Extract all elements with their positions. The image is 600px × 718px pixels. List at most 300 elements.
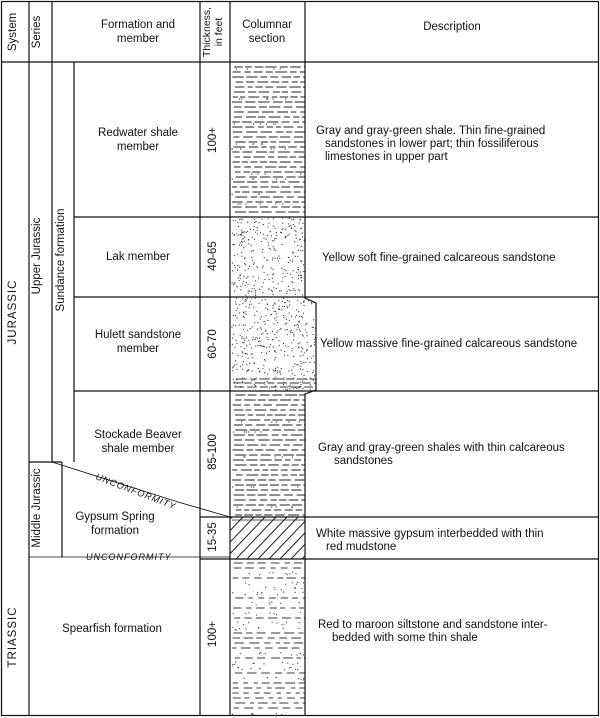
sand-dot-lak bbox=[298, 275, 299, 276]
sand-dot-lak bbox=[274, 258, 275, 259]
sand-dot-hulett bbox=[298, 322, 299, 323]
sand-dot-lak bbox=[239, 244, 240, 245]
sand-dot-lak bbox=[233, 282, 234, 283]
sand-dot-lak bbox=[292, 277, 293, 278]
unconformity-upper-label: UNCONFORMITY bbox=[94, 471, 178, 512]
sand-dot-lak bbox=[300, 275, 301, 276]
silt-dot bbox=[316, 588, 317, 589]
sand-dot-hulett bbox=[265, 308, 266, 309]
shale-dot-stockade bbox=[314, 421, 315, 422]
sand-dot-lak bbox=[315, 266, 316, 267]
sand-dot-hulett bbox=[245, 314, 246, 315]
sand-dot-hulett bbox=[305, 324, 306, 325]
sand-dot-hulett bbox=[283, 298, 284, 299]
sand-dot-lak bbox=[301, 261, 302, 262]
shale-dot-redwater bbox=[245, 203, 246, 204]
sand-dot-lak bbox=[289, 226, 290, 227]
sand-dot-hulett bbox=[236, 340, 237, 341]
sand-dot-lak bbox=[307, 265, 308, 266]
sand-dot-lak bbox=[251, 245, 252, 246]
silt-dot bbox=[315, 588, 316, 589]
sand-dot-lak bbox=[272, 240, 273, 241]
sand-dot-lak bbox=[315, 294, 316, 295]
silt-dot bbox=[295, 573, 296, 574]
sand-dot-lak bbox=[298, 289, 299, 290]
sand-dot-lak bbox=[301, 246, 302, 247]
sand-dot-lak bbox=[300, 239, 301, 240]
thickness-hulett: 60-70 bbox=[207, 329, 219, 359]
sand-dot-lak bbox=[244, 263, 245, 264]
sand-dot-hulett bbox=[310, 389, 311, 390]
shale-dot-stockade bbox=[276, 421, 277, 422]
sand-dot-hulett bbox=[293, 335, 294, 336]
sand-dot-hulett bbox=[301, 316, 302, 317]
silt-dot bbox=[256, 604, 257, 605]
sand-dot-lak bbox=[255, 292, 256, 293]
sand-dot-lak bbox=[239, 219, 240, 220]
sand-dot-hulett bbox=[272, 339, 273, 340]
sand-dot-lak bbox=[293, 288, 294, 289]
sand-dot-lak bbox=[271, 235, 272, 236]
sand-dot-hulett bbox=[277, 322, 278, 323]
sand-dot-hulett bbox=[297, 364, 298, 365]
sand-dot-hulett bbox=[265, 299, 266, 300]
silt-dot bbox=[287, 574, 288, 575]
silt-dot bbox=[303, 679, 304, 680]
shale-dot-stockade bbox=[254, 431, 255, 432]
sand-dot-lak bbox=[232, 270, 233, 271]
sand-dot-lak bbox=[244, 258, 245, 259]
sand-dot-lak bbox=[244, 231, 245, 232]
silt-dot bbox=[269, 602, 270, 603]
silt-dot bbox=[314, 589, 315, 590]
shale-dot-redwater bbox=[265, 173, 266, 174]
sand-dot-lak bbox=[253, 276, 254, 277]
sand-dot-lak bbox=[289, 218, 290, 219]
sand-dot-hulett bbox=[249, 344, 250, 345]
sand-dot-hulett bbox=[235, 315, 236, 316]
silt-dot bbox=[308, 603, 309, 604]
sand-dot-lak bbox=[315, 230, 316, 231]
sand-dot-lak bbox=[288, 286, 289, 287]
silt-dot bbox=[240, 653, 241, 654]
sand-dot-hulett bbox=[264, 321, 265, 322]
system-label-jurassic: JURASSIC bbox=[7, 279, 19, 345]
silt-dot bbox=[292, 664, 293, 665]
sand-dot-lak bbox=[252, 237, 253, 238]
sand-dot-hulett bbox=[259, 341, 260, 342]
header-columnar-line1: Columnar bbox=[242, 19, 292, 31]
sand-dot-lak bbox=[298, 250, 299, 251]
silt-dot bbox=[275, 589, 276, 590]
sand-dot-hulett bbox=[231, 326, 232, 327]
sand-dot-lak bbox=[257, 230, 258, 231]
sand-dot-lak bbox=[267, 274, 268, 275]
sand-dot-hulett bbox=[300, 331, 301, 332]
sand-dot-hulett bbox=[246, 345, 247, 346]
sand-dot-hulett bbox=[234, 347, 235, 348]
silt-dot bbox=[259, 574, 260, 575]
sand-dot-hulett bbox=[298, 343, 299, 344]
sand-dot-lak bbox=[316, 276, 317, 277]
sand-dot-lak bbox=[316, 246, 317, 247]
sand-dot-hulett bbox=[298, 364, 299, 365]
sand-dot-lak bbox=[282, 228, 283, 229]
sand-dot-hulett bbox=[252, 370, 253, 371]
sand-dot-hulett bbox=[242, 303, 243, 304]
sand-dot-lak bbox=[316, 253, 317, 254]
sand-dot-hulett bbox=[274, 371, 275, 372]
header-columnar-line2: section bbox=[248, 33, 286, 45]
sand-dot-lak bbox=[313, 286, 314, 287]
sand-dot-hulett bbox=[245, 353, 246, 354]
sand-dot-hulett bbox=[263, 346, 264, 347]
sand-dot-lak bbox=[274, 238, 275, 239]
sand-dot-lak bbox=[308, 237, 309, 238]
sand-dot-hulett bbox=[317, 324, 318, 325]
shale-dot-redwater bbox=[313, 193, 314, 194]
sand-dot-lak bbox=[241, 256, 242, 257]
sand-dot-hulett bbox=[267, 333, 268, 334]
silt-dot bbox=[297, 669, 298, 670]
sand-dot-hulett bbox=[242, 369, 243, 370]
sand-dot-hulett bbox=[243, 316, 244, 317]
sand-dot-hulett bbox=[254, 315, 255, 316]
sand-dot-hulett bbox=[287, 329, 288, 330]
shale-dot-stockade bbox=[237, 506, 238, 507]
desc-gypsum-l2: red mudstone bbox=[326, 541, 397, 553]
sand-dot-lak bbox=[273, 294, 274, 295]
sand-dot-hulett bbox=[306, 350, 307, 351]
sand-dot-lak bbox=[312, 229, 313, 230]
sand-dot-lak bbox=[288, 262, 289, 263]
sand-dot-lak bbox=[234, 235, 235, 236]
sand-dot-hulett bbox=[289, 312, 290, 313]
formation-group-sundance: Sundance formation bbox=[55, 208, 67, 312]
shale-dot-stockade bbox=[244, 431, 245, 432]
sand-dot-lak bbox=[315, 240, 316, 241]
sand-dot-hulett bbox=[266, 353, 267, 354]
sand-dot-lak bbox=[295, 234, 296, 235]
sand-dot-lak bbox=[257, 233, 258, 234]
gypsum-hatch bbox=[236, 517, 276, 559]
shale-dot-redwater bbox=[315, 173, 316, 174]
sand-dot-lak bbox=[292, 282, 293, 283]
sand-dot-hulett bbox=[287, 306, 288, 307]
system-label-triassic: TRIASSIC bbox=[7, 606, 19, 668]
sand-dot-hulett bbox=[269, 387, 270, 388]
gypsum-hatch bbox=[214, 517, 254, 559]
shale-dot-redwater bbox=[253, 123, 254, 124]
sand-dot-lak bbox=[297, 245, 298, 246]
sand-dot-lak bbox=[238, 277, 239, 278]
silt-dot bbox=[248, 612, 249, 613]
sand-dot-hulett bbox=[275, 377, 276, 378]
shale-dot-redwater bbox=[238, 203, 239, 204]
sand-dot-lak bbox=[291, 281, 292, 282]
silt-dot bbox=[271, 602, 272, 603]
sand-dot-hulett bbox=[283, 343, 284, 344]
sand-dot-hulett bbox=[261, 329, 262, 330]
silt-dot bbox=[267, 677, 268, 678]
sand-dot-hulett bbox=[301, 363, 302, 364]
sand-dot-hulett bbox=[254, 384, 255, 385]
silt-dot bbox=[232, 714, 233, 715]
sand-dot-lak bbox=[306, 282, 307, 283]
sand-dot-lak bbox=[278, 283, 279, 284]
sand-dot-hulett bbox=[256, 311, 257, 312]
sand-dot-hulett bbox=[240, 346, 241, 347]
silt-dot bbox=[259, 653, 260, 654]
silt-dot bbox=[283, 628, 284, 629]
sand-dot-lak bbox=[294, 241, 295, 242]
sand-dot-lak bbox=[285, 270, 286, 271]
sand-dot-hulett bbox=[298, 327, 299, 328]
sand-dot-lak bbox=[262, 252, 263, 253]
sand-dot-lak bbox=[296, 238, 297, 239]
sand-dot-lak bbox=[241, 241, 242, 242]
silt-dot bbox=[281, 589, 282, 590]
sand-dot-hulett bbox=[285, 329, 286, 330]
shale-dot-redwater bbox=[236, 68, 237, 69]
sand-dot-hulett bbox=[246, 300, 247, 301]
sand-dot-lak bbox=[269, 248, 270, 249]
sand-dot-lak bbox=[315, 284, 316, 285]
sand-dot-lak bbox=[288, 257, 289, 258]
silt-dot bbox=[302, 592, 303, 593]
sand-dot-hulett bbox=[288, 370, 289, 371]
sand-dot-hulett bbox=[279, 308, 280, 309]
sand-dot-lak bbox=[262, 267, 263, 268]
silt-dot bbox=[257, 594, 258, 595]
sand-dot-hulett bbox=[267, 373, 268, 374]
shale-dot-redwater bbox=[259, 193, 260, 194]
sand-dot-lak bbox=[286, 293, 287, 294]
silt-dot bbox=[297, 663, 298, 664]
silt-dot bbox=[251, 713, 252, 714]
sand-dot-hulett bbox=[248, 369, 249, 370]
sand-dot-hulett bbox=[247, 370, 248, 371]
sand-dot-lak bbox=[264, 272, 265, 273]
sand-dot-hulett bbox=[300, 368, 301, 369]
silt-dot bbox=[292, 572, 293, 573]
silt-dot bbox=[280, 603, 281, 604]
sand-dot-hulett bbox=[292, 350, 293, 351]
sand-dot-lak bbox=[248, 239, 249, 240]
sand-dot-hulett bbox=[301, 347, 302, 348]
sand-dot-hulett bbox=[240, 366, 241, 367]
sand-dot-lak bbox=[290, 274, 291, 275]
silt-dot bbox=[317, 712, 318, 713]
sand-dot-hulett bbox=[245, 325, 246, 326]
sand-dot-lak bbox=[267, 235, 268, 236]
silt-dot bbox=[281, 624, 282, 625]
silt-dot bbox=[263, 663, 264, 664]
sand-dot-hulett bbox=[287, 300, 288, 301]
sand-dot-hulett bbox=[265, 324, 266, 325]
sand-dot-hulett bbox=[313, 380, 314, 381]
sand-dot-hulett bbox=[261, 345, 262, 346]
sand-dot-lak bbox=[254, 226, 255, 227]
sand-dot-hulett bbox=[294, 325, 295, 326]
silt-dot bbox=[283, 592, 284, 593]
silt-dot bbox=[309, 584, 310, 585]
sand-dot-lak bbox=[282, 277, 283, 278]
sand-dot-lak bbox=[246, 232, 247, 233]
sand-dot-lak bbox=[276, 288, 277, 289]
sand-dot-lak bbox=[303, 264, 304, 265]
silt-dot bbox=[289, 573, 290, 574]
sand-dot-lak bbox=[248, 293, 249, 294]
sand-dot-hulett bbox=[237, 317, 238, 318]
sand-dot-lak bbox=[246, 282, 247, 283]
sand-dot-hulett bbox=[254, 322, 255, 323]
sand-dot-hulett bbox=[244, 317, 245, 318]
shale-dot-redwater bbox=[236, 143, 237, 144]
sand-dot-hulett bbox=[236, 369, 237, 370]
sand-dot-hulett bbox=[277, 330, 278, 331]
sand-dot-lak bbox=[316, 254, 317, 255]
desc-redwater-l1: Gray and gray-green shale. Thin fine-grained bbox=[316, 125, 546, 137]
sand-dot-hulett bbox=[264, 384, 265, 385]
silt-dot bbox=[282, 662, 283, 663]
silt-dot bbox=[306, 713, 307, 714]
silt-dot bbox=[289, 667, 290, 668]
sand-dot-lak bbox=[240, 234, 241, 235]
shale-dot-stockade bbox=[232, 486, 233, 487]
sand-dot-hulett bbox=[270, 344, 271, 345]
sand-dot-lak bbox=[266, 239, 267, 240]
sand-dot-lak bbox=[248, 268, 249, 269]
sand-dot-hulett bbox=[261, 300, 262, 301]
unit-name-gypsum-l1: Gypsum Spring bbox=[75, 511, 155, 523]
sand-dot-lak bbox=[276, 232, 277, 233]
sand-dot-lak bbox=[248, 290, 249, 291]
silt-dot bbox=[249, 584, 250, 585]
sand-dot-lak bbox=[240, 278, 241, 279]
sand-dot-lak bbox=[245, 264, 246, 265]
sand-dot-lak bbox=[298, 278, 299, 279]
sand-dot-hulett bbox=[243, 312, 244, 313]
silt-dot bbox=[232, 627, 233, 628]
sand-dot-lak bbox=[242, 283, 243, 284]
sand-dot-hulett bbox=[261, 334, 262, 335]
sand-dot-hulett bbox=[292, 348, 293, 349]
silt-dot bbox=[269, 612, 270, 613]
sand-dot-hulett bbox=[285, 389, 286, 390]
silt-dot bbox=[295, 669, 296, 670]
silt-dot bbox=[274, 587, 275, 588]
header-thickness-line2: in feet bbox=[213, 17, 225, 47]
sand-dot-lak bbox=[307, 228, 308, 229]
sand-dot-lak bbox=[272, 291, 273, 292]
sand-dot-hulett bbox=[313, 370, 314, 371]
shale-dot-redwater bbox=[285, 98, 286, 99]
sand-dot-lak bbox=[258, 222, 259, 223]
sand-dot-lak bbox=[279, 258, 280, 259]
silt-dot bbox=[273, 572, 274, 573]
sand-dot-lak bbox=[243, 232, 244, 233]
sand-dot-hulett bbox=[284, 351, 285, 352]
shale-dot-stockade bbox=[292, 506, 293, 507]
silt-dot bbox=[299, 602, 300, 603]
shale-dot-redwater bbox=[260, 203, 261, 204]
sand-dot-lak bbox=[275, 250, 276, 251]
sand-dot-hulett bbox=[302, 317, 303, 318]
sand-dot-lak bbox=[268, 223, 269, 224]
sand-dot-lak bbox=[253, 264, 254, 265]
sand-dot-hulett bbox=[307, 358, 308, 359]
sand-dot-lak bbox=[255, 232, 256, 233]
sand-dot-lak bbox=[282, 223, 283, 224]
sand-dot-hulett bbox=[296, 315, 297, 316]
silt-dot bbox=[310, 628, 311, 629]
sand-dot-lak bbox=[269, 231, 270, 232]
sand-dot-hulett bbox=[264, 372, 265, 373]
sand-dot-hulett bbox=[249, 363, 250, 364]
sand-dot-hulett bbox=[291, 342, 292, 343]
sand-dot-hulett bbox=[274, 311, 275, 312]
sand-dot-lak bbox=[262, 249, 263, 250]
sand-dot-hulett bbox=[309, 362, 310, 363]
sand-dot-hulett bbox=[272, 331, 273, 332]
sand-dot-lak bbox=[302, 233, 303, 234]
sand-dot-lak bbox=[288, 223, 289, 224]
shale-dot-redwater bbox=[316, 178, 317, 179]
shale-dot-redwater bbox=[232, 178, 233, 179]
sand-dot-hulett bbox=[232, 370, 233, 371]
sand-dot-hulett bbox=[259, 345, 260, 346]
desc-redwater-l2: sandstones in lower part; thin fossiliferous bbox=[325, 138, 539, 150]
sand-dot-hulett bbox=[275, 352, 276, 353]
sand-dot-hulett bbox=[314, 339, 315, 340]
sand-dot-hulett bbox=[296, 388, 297, 389]
sand-dot-hulett bbox=[273, 369, 274, 370]
sand-dot-lak bbox=[287, 235, 288, 236]
silt-dot bbox=[244, 678, 245, 679]
silt-dot bbox=[296, 584, 297, 585]
thickness-gypsum: 15-35 bbox=[207, 522, 219, 552]
sand-dot-lak bbox=[273, 218, 274, 219]
silt-dot bbox=[236, 629, 237, 630]
sand-dot-hulett bbox=[233, 366, 234, 367]
sand-dot-hulett bbox=[302, 348, 303, 349]
sand-dot-lak bbox=[308, 254, 309, 255]
sand-dot-hulett bbox=[285, 323, 286, 324]
sand-dot-hulett bbox=[280, 374, 281, 375]
shale-dot-redwater bbox=[267, 98, 268, 99]
sand-dot-lak bbox=[284, 269, 285, 270]
sand-dot-hulett bbox=[273, 305, 274, 306]
sand-dot-lak bbox=[310, 218, 311, 219]
sand-dot-lak bbox=[260, 232, 261, 233]
sand-dot-lak bbox=[315, 224, 316, 225]
silt-dot bbox=[280, 652, 281, 653]
sand-dot-hulett bbox=[312, 327, 313, 328]
sand-dot-hulett bbox=[259, 303, 260, 304]
desc-spearfish-l1: Red to maroon siltstone and sandstone inter- bbox=[318, 619, 548, 631]
sand-dot-hulett bbox=[307, 342, 308, 343]
silt-dot bbox=[294, 588, 295, 589]
sand-dot-lak bbox=[281, 229, 282, 230]
sand-dot-hulett bbox=[292, 373, 293, 374]
sand-dot-hulett bbox=[248, 340, 249, 341]
sand-dot-hulett bbox=[237, 308, 238, 309]
sand-dot-lak bbox=[241, 222, 242, 223]
sand-dot-lak bbox=[272, 257, 273, 258]
sand-dot-lak bbox=[296, 272, 297, 273]
sand-dot-hulett bbox=[252, 353, 253, 354]
